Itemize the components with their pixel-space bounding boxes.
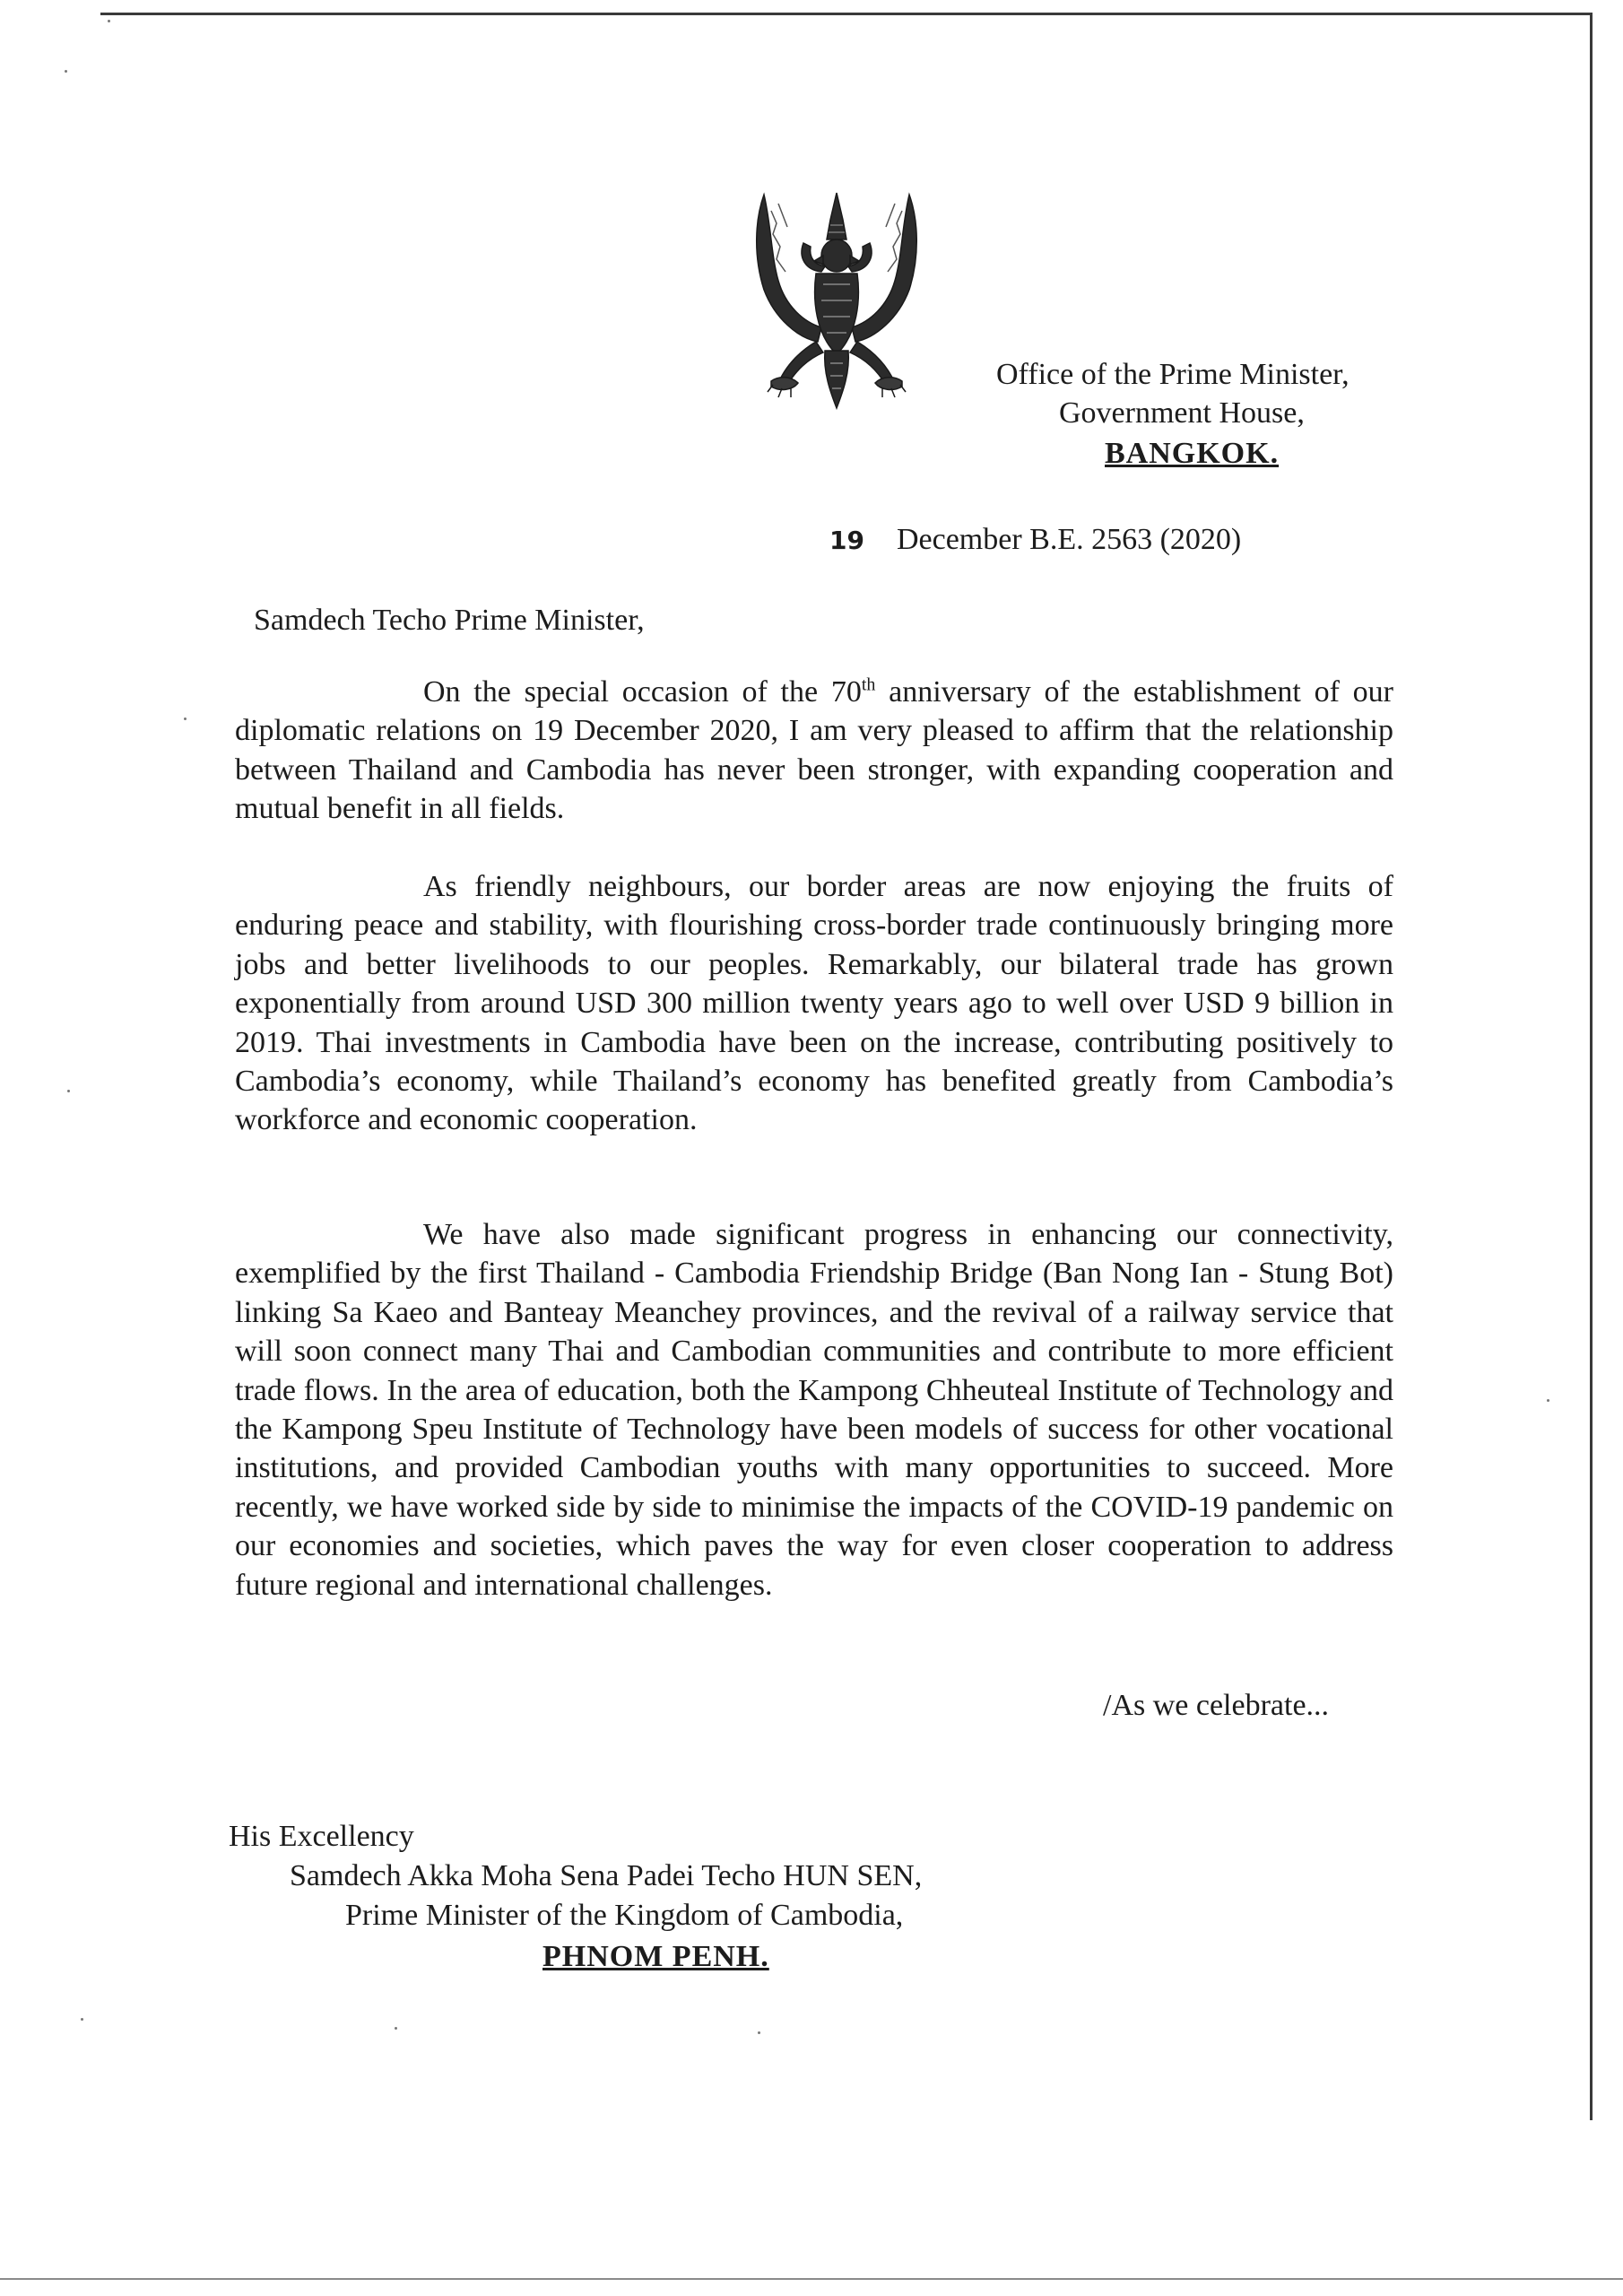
- scan-speck: [81, 2018, 83, 2021]
- date-day: 19: [829, 526, 864, 555]
- scan-speck: [1547, 1399, 1549, 1402]
- p1-text-start: On the special occasion of the 70: [423, 675, 862, 709]
- scan-speck: [395, 2027, 397, 2030]
- recipient-position: Prime Minister of the Kingdom of Cambodia,: [345, 1899, 904, 1932]
- ordinal-suffix: th: [861, 674, 876, 695]
- sender-city: BANGKOK.: [1105, 437, 1280, 470]
- garuda-emblem-icon: [751, 184, 922, 422]
- sender-building: Government House,: [1059, 396, 1305, 430]
- sender-office: Office of the Prime Minister,: [996, 358, 1350, 391]
- salutation: Samdech Techo Prime Minister,: [254, 604, 645, 637]
- date-rest: December B.E. 2563 (2020): [896, 523, 1242, 556]
- p1-text-end: anniversary of the establishment of our diplomatic relations on 19 December 2020, I am very pleased to affirm that the relationship between Thailand and Cambodia has never been stronger, with expanding cooperation and mutual benefit in all fields.: [235, 675, 1393, 826]
- scan-border-top: [100, 13, 1592, 15]
- recipient-title: His Excellency: [229, 1820, 414, 1853]
- recipient-name: Samdech Akka Moha Sena Padei Techo HUN SEN,: [290, 1859, 923, 1892]
- scan-border-bottom: [0, 2278, 1623, 2280]
- letter-date: [829, 523, 1241, 557]
- recipient-city: PHNOM PENH.: [542, 1940, 769, 1973]
- scan-speck: [758, 2031, 760, 2034]
- scan-speck: [67, 1090, 70, 1092]
- scan-speck: [65, 70, 67, 73]
- scan-border-right: [1590, 13, 1593, 2120]
- body-paragraph-1: [235, 673, 1393, 829]
- body-paragraph-2: As friendly neighbours, our border areas are now enjoying the fruits of enduring peace and stability, with flourishing cross-border trade continuously bringing more jobs and better livelihoods to our peoples. Remarkably, our bilateral trade has grown exponentially from around USD 300 million twenty years ago to well over USD 9 billion in 2019. Thai investments in Cambodia have been on the increase, contributing positively to Cambodia’s economy, while Thailand’s economy has benefited greatly from Cambodia’s workforce and economic cooperation.: [235, 870, 1393, 1137]
- continuation-note: /As we celebrate...: [1103, 1689, 1330, 1722]
- body-paragraph-3: We have also made significant progress in enhancing our connectivity, exemplified by the first Thailand - Cambodia Friendship Bridge (Ban Nong Ian - Stung Bot) linking Sa Kaeo and Banteay Meanchey provinces, and the revival of a railway service that will soon connect many Thai and Cambodian communities and contribute to more efficient trade flows. In the area of education, both the Kampong Chheuteal Institute of Technology and the Kampong Speu Institute of Technology have been models of success for other vocational institutions, and provided Cambodian youths with many opportunities to succeed. More recently, we have worked side by side to minimise the impacts of the COVID-19 pandemic on our economies and societies, which paves the way for even closer cooperation to address future regional and international challenges.: [235, 1218, 1393, 1602]
- scan-speck: [108, 20, 110, 22]
- scan-speck: [184, 718, 187, 720]
